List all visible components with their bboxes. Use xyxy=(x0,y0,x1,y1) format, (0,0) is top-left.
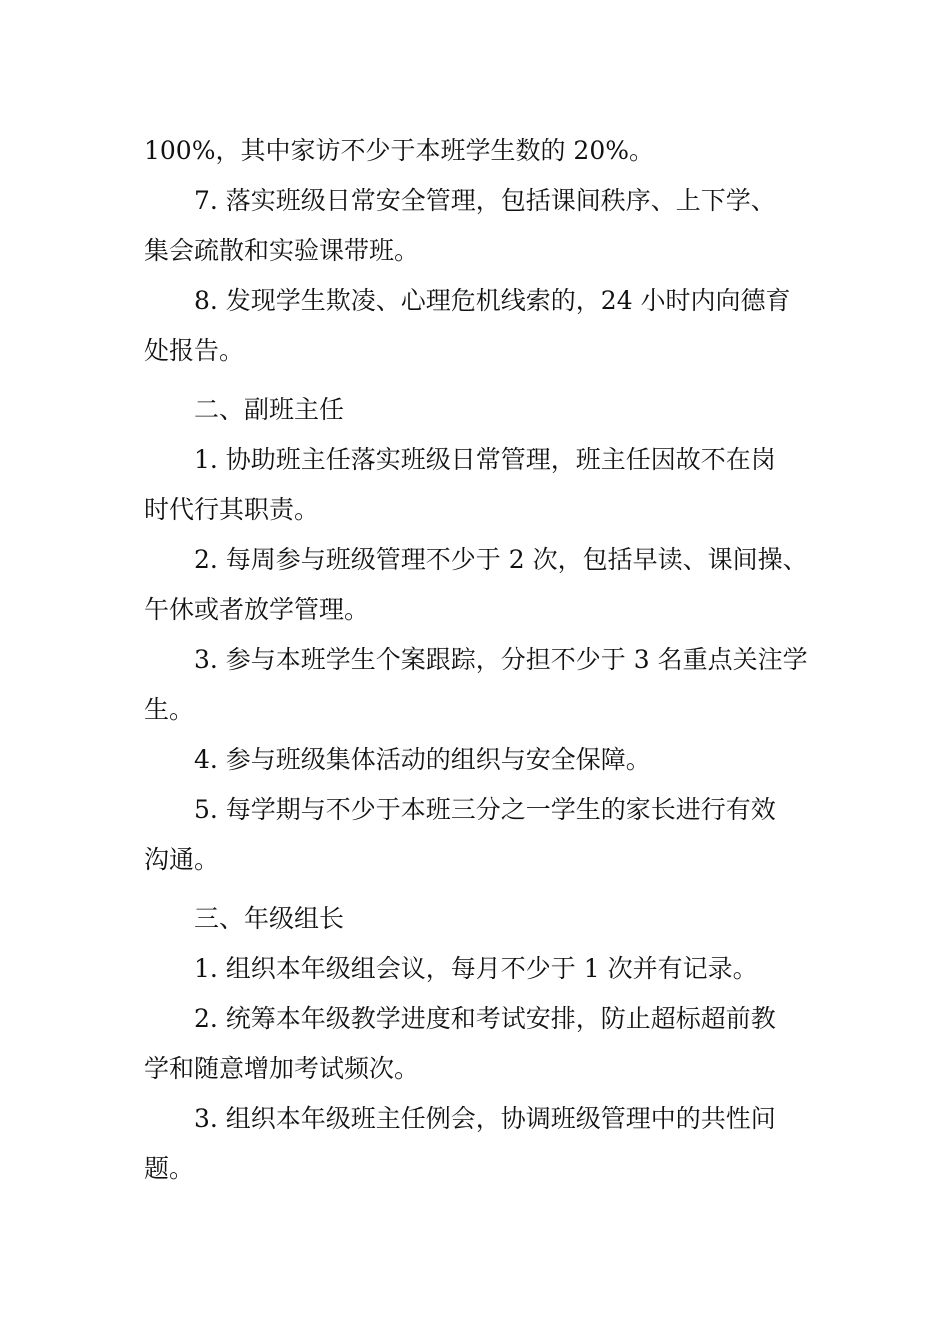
paragraph-line: 3. 参与本班学生个案跟踪，分担不少于 3 名重点关注学 xyxy=(194,645,808,674)
paragraph-line: 4. 参与班级集体活动的组织与安全保障。 xyxy=(194,745,651,774)
paragraph-line: 学和随意增加考试频次。 xyxy=(144,1054,420,1083)
paragraph-line: 2. 每周参与班级管理不少于 2 次，包括早读、课间操、 xyxy=(194,545,808,574)
section-heading: 二、副班主任 xyxy=(194,395,345,424)
paragraph-line: 午休或者放学管理。 xyxy=(144,595,370,624)
paragraph-line: 1. 组织本年级组会议，每月不少于 1 次并有记录。 xyxy=(194,954,758,983)
section-heading: 三、年级组长 xyxy=(194,904,345,933)
paragraph-line: 时代行其职责。 xyxy=(144,495,320,524)
paragraph-line: 3. 组织本年级班主任例会，协调班级管理中的共性问 xyxy=(194,1104,776,1133)
paragraph-line: 集会疏散和实验课带班。 xyxy=(144,236,420,265)
paragraph-line: 1. 协助班主任落实班级日常管理，班主任因故不在岗 xyxy=(194,445,776,474)
paragraph-line: 沟通。 xyxy=(144,845,220,874)
paragraph-line: 7. 落实班级日常安全管理，包括课间秩序、上下学、 xyxy=(194,186,776,215)
paragraph-line: 生。 xyxy=(144,695,195,724)
paragraph-line: 题。 xyxy=(144,1154,195,1183)
paragraph-line: 100%，其中家访不少于本班学生数的 20%。 xyxy=(144,136,654,165)
paragraph-line: 处报告。 xyxy=(144,336,245,365)
paragraph-line: 8. 发现学生欺凌、心理危机线索的，24 小时内向德育 xyxy=(194,286,791,315)
paragraph-line: 5. 每学期与不少于本班三分之一学生的家长进行有效 xyxy=(194,795,776,824)
paragraph-line: 2. 统筹本年级教学进度和考试安排，防止超标超前教 xyxy=(194,1004,776,1033)
